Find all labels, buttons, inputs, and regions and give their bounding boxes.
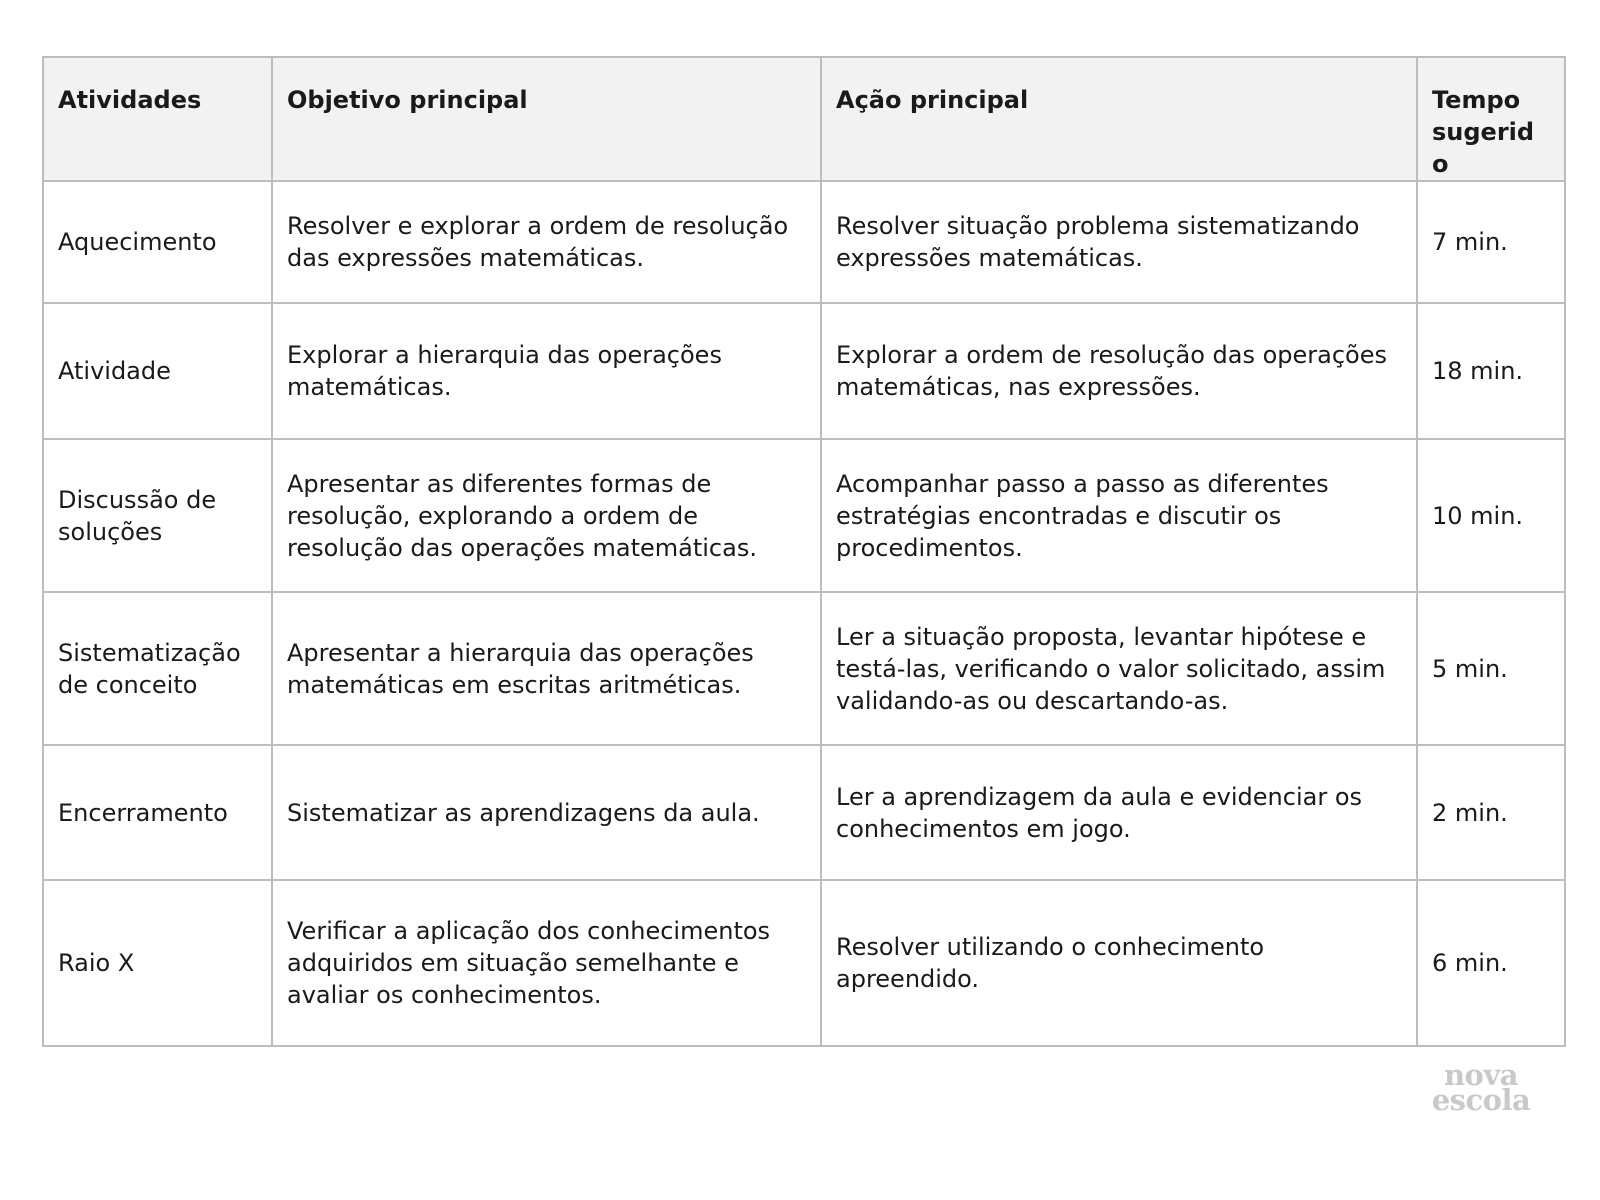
cell-objetivo: Sistematizar as aprendizagens da aula. [272,745,821,880]
cell-acao: Resolver situação problema sistematizando expressões matemáticas. [821,181,1417,303]
cell-acao: Ler a situação proposta, levantar hipótese e testá-las, verificando o valor solicitado, assim validando-as ou descartando-as. [821,592,1417,745]
header-objetivo-principal: Objetivo principal [272,57,821,181]
table-body [43,181,1565,1046]
table-row [43,592,1565,745]
cell-objetivo: Verificar a aplicação dos conhecimentos adquiridos em situação semelhante e avaliar os conhecimentos. [272,880,821,1046]
cell-acao: Explorar a ordem de resolução das operações matemáticas, nas expressões. [821,303,1417,439]
header-row [43,57,1565,181]
table-header [43,57,1565,181]
table-row [43,181,1565,303]
cell-acao: Acompanhar passo a passo as diferentes estratégias encontradas e discutir os procedimentos. [821,439,1417,592]
cell-atividade: Sistematização de conceito [43,592,272,745]
lesson-plan-table [42,56,1566,1047]
table-row [43,303,1565,439]
logo-line-escola: escola [1431,1083,1531,1117]
cell-objetivo: Explorar a hierarquia das operações matemáticas. [272,303,821,439]
cell-atividade: Discussão de soluções [43,439,272,592]
cell-objetivo: Apresentar as diferentes formas de resolução, explorando a ordem de resolução das operações matemáticas. [272,439,821,592]
nova-escola-logo [1416,1058,1546,1117]
cell-tempo: 7 min. [1417,181,1565,303]
cell-atividade: Aquecimento [43,181,272,303]
logo-line-nova: nova [1443,1058,1519,1092]
cell-tempo: 5 min. [1417,592,1565,745]
cell-acao: Ler a aprendizagem da aula e evidenciar os conhecimentos em jogo. [821,745,1417,880]
cell-tempo: 10 min. [1417,439,1565,592]
cell-objetivo: Apresentar a hierarquia das operações matemáticas em escritas aritméticas. [272,592,821,745]
cell-tempo: 18 min. [1417,303,1565,439]
header-tempo-sugerido: Tempo sugerido [1417,57,1565,181]
header-atividades: Atividades [43,57,272,181]
table-row [43,880,1565,1046]
cell-atividade: Encerramento [43,745,272,880]
cell-tempo: 6 min. [1417,880,1565,1046]
cell-atividade: Raio X [43,880,272,1046]
cell-acao: Resolver utilizando o conhecimento apreendido. [821,880,1417,1046]
cell-atividade: Atividade [43,303,272,439]
cell-tempo: 2 min. [1417,745,1565,880]
table-row [43,745,1565,880]
header-acao-principal: Ação principal [821,57,1417,181]
cell-objetivo: Resolver e explorar a ordem de resolução das expressões matemáticas. [272,181,821,303]
table-row [43,439,1565,592]
